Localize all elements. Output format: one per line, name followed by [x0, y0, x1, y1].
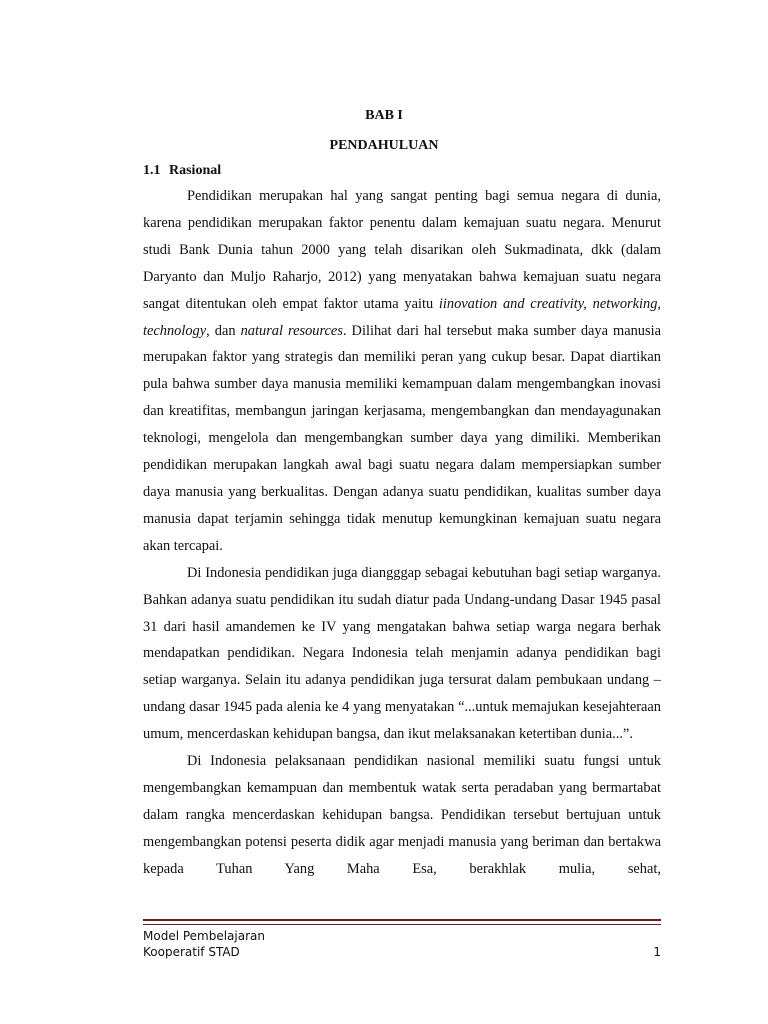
paragraph-3: Di Indonesia pelaksanaan pendidikan nasional memiliki suatu fungsi untuk mengembangkan kemampuan dan membentuk watak serta peradaban yang bermartabat dalam rangka mencerdaskan kehidupan bangsa. Pendidikan tersebut bertujuan untuk mengembangkan potensi peserta didik agar menjadi manusia yang beriman dan bertakwa kepada Tuhan Yang Maha Esa, berakhlak mulia, sehat, [143, 753, 661, 877]
p1-italic-terms: iinovation and creativity, networking, technology [143, 295, 661, 339]
p1-italic-resources: natural resources [240, 322, 343, 339]
footer-rule-thin [143, 924, 661, 925]
chapter-label: BAB I [365, 108, 403, 123]
footer-line-1: Model Pembelajaran [143, 929, 265, 943]
section-heading [143, 163, 221, 179]
page-footer [143, 928, 661, 960]
p1-text-b: , dan [206, 322, 241, 339]
page-number: 1 [653, 945, 661, 959]
section-number: 1.1 [143, 163, 161, 178]
p1-text-c: . Dilihat dari hal tersebut maka sumber daya manusia merupakan faktor yang strategis dan memiliki peran yang cukup besar. Dapat diartikan pula bahwa sumber daya manusia memiliki kemampuan dalam mengembangkan inovasi dan kreatifitas, membangun jaringan kerjasama, mengembangkan dan mendayagunakan teknologi, mengelola dan mengembangkan sumber daya yang dimiliki. Memberikan pendidikan merupakan langkah awal bagi suatu negara dalam mempersiapkan sumber daya manusia yang berkualitas. Dengan adanya suatu pendidikan, kualitas sumber daya manusia dapat terjamin sehingga tidak menutup kemungkinan kemajuan suatu negara akan tercapai. [143, 322, 661, 554]
body-text [143, 183, 661, 883]
p1-text-a: Pendidikan merupakan hal yang sangat penting bagi semua negara di dunia, karena pendidikan merupakan faktor penentu dalam kemajuan suatu negara. Menurut studi Bank Dunia tahun 2000 yang telah disarikan oleh Sukmadinata, dkk (dalam Daryanto dan Muljo Raharjo, 2012) yang menyatakan bahwa kemajuan suatu negara sangat ditentukan oleh empat faktor utama yaitu [143, 188, 661, 312]
footer-rule-thick [143, 919, 661, 921]
paragraph-2: Di Indonesia pendidikan juga diangggap sebagai kebutuhan bagi setiap warganya. Bahkan adanya suatu pendidikan itu sudah diatur pada Undang-undang Dasar 1945 pasal 31 dari hasil amandemen ke IV yang mengatakan bahwa setiap warga negara berhak mendapatkan pendidikan. Negara Indonesia telah menjamin adanya pendidikan bagi setiap warganya. Selain itu adanya pendidikan juga tersurat dalam pembukaan undang –undang dasar 1945 pada alenia ke 4 yang menyatakan “...untuk memajukan kesejahteraan umum, mencerdaskan kehidupan bangsa, dan ikut melaksanakan ketertiban dunia...”. [143, 564, 661, 743]
chapter-title: PENDAHULUAN [329, 138, 439, 153]
section-title: Rasional [169, 163, 222, 178]
footer-line-2: Kooperatif STAD [143, 945, 240, 959]
paragraph-1 [143, 183, 661, 560]
